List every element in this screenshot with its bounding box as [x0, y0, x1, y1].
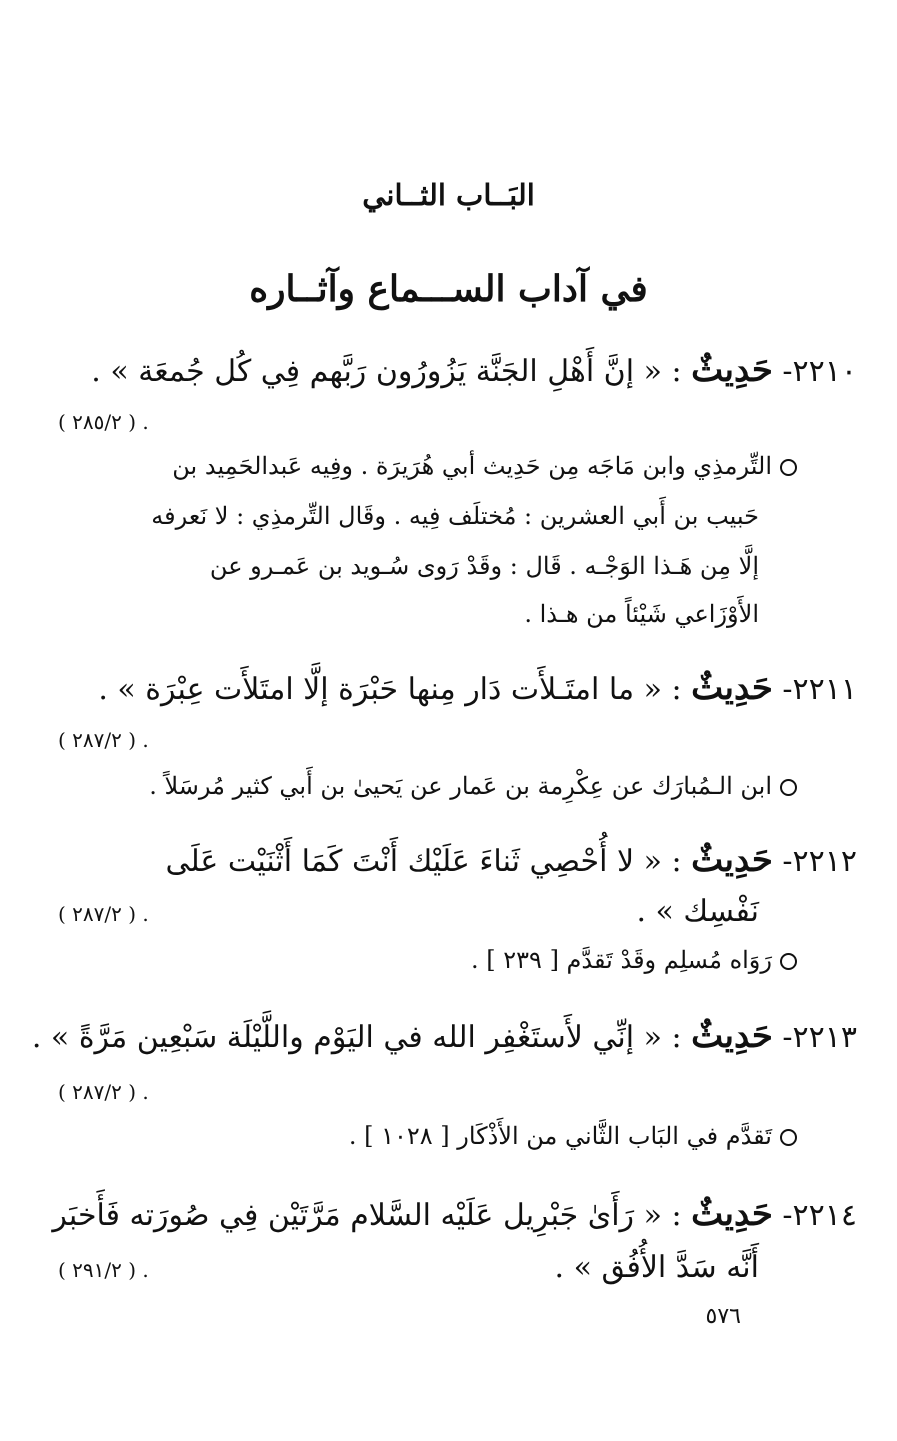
commentary-line: ابن الـمُبارَك عن عِكْرِمة بن عَمار عن يَحيىٰ بن أَبي كثير مُرسَلاً . [149, 772, 797, 800]
commentary-line: الأَوْزَاعي شَيْئاً من هـذا . [524, 600, 759, 628]
hadith-text-continued: نَفْسِك » . [636, 894, 759, 929]
hadith-entry-2212: ٢٢١٢- حَدِيثٌ : « لا أُحْصِي ثَناءَ عَلَيْك أَنْتَ كَمَا أَثْنَيْت عَلَى [165, 840, 857, 880]
commentary-line: تَقدَّم في البَاب الثَّاني من الأَذْكَار [ ١٠٢٨ ] . [349, 1122, 797, 1150]
volume-reference: . ( ٢٨٧/٢ ) [58, 1080, 149, 1104]
hadith-keyword: حَدِيثٌ [691, 350, 773, 390]
volume-reference: . ( ٢٨٧/٢ ) [58, 728, 149, 752]
hadith-entry-2211: ٢٢١١- حَدِيثٌ : « ما امتَـلأَت دَار مِنها حَبْرَة إلَّا امتَلأَت عِبْرَة » . [98, 668, 857, 708]
commentary-line: التِّرمذِي وابن مَاجَه مِن حَدِيث أبي هُرَيرَة . وفِيه عَبدالحَمِيد بن [172, 452, 797, 480]
commentary-line: إلَّا مِن هَـذا الوَجْـه . قَال : وقَدْ رَوى سُـويد بن عَمـرو عن [209, 552, 759, 580]
hadith-text: : « رَأَىٰ جَبْرِيل عَلَيْه السَّلام مَرَّتَيْن فِي صُورَته فَأَخبَر [52, 1198, 682, 1233]
section-title: في آداب الســـماع وآثــاره [249, 268, 648, 310]
entry-number: ٢٢١١ [792, 672, 857, 707]
circle-bullet-icon [780, 1129, 797, 1146]
hadith-keyword: حَدِيثٌ [691, 668, 773, 708]
entry-number: ٢٢١٣ [792, 1020, 857, 1055]
volume-reference: . ( ٢٨٥/٢ ) [58, 410, 149, 434]
hadith-entry-2213: ٢٢١٣- حَدِيثٌ : « إنِّي لأَستَغْفِر الله في اليَوْم واللَّيْلَة سَبْعِين مَرَّةً » . [31, 1016, 857, 1056]
hadith-keyword: حَدِيثٌ [691, 1194, 773, 1234]
chapter-title: البَــاب الثــاني [362, 178, 535, 212]
commentary-line: رَوَاه مُسلِم وقَدْ تَقدَّم [ ٢٣٩ ] . [471, 946, 797, 974]
circle-bullet-icon [780, 779, 797, 796]
circle-bullet-icon [780, 459, 797, 476]
circle-bullet-icon [780, 953, 797, 970]
entry-number: ٢٢١٤ [792, 1198, 857, 1233]
entry-number: ٢٢١٠ [792, 354, 857, 389]
entry-number: ٢٢١٢ [792, 844, 857, 879]
hadith-entry-2210: ٢٢١٠- حَدِيثٌ : « إنَّ أَهْلِ الجَنَّة يَزُورُون رَبَّهم فِي كُل جُمعَة » . [91, 350, 857, 390]
commentary-line: حَبيب بن أَبي العشرين : مُختلَف فِيه . وقَال التِّرمذِي : لا نَعرفه [151, 502, 759, 530]
hadith-entry-2214: ٢٢١٤- حَدِيثٌ : « رَأَىٰ جَبْرِيل عَلَيْه السَّلام مَرَّتَيْن فِي صُورَته فَأَخبَر [52, 1194, 857, 1234]
hadith-text-continued: أَنَّه سَدَّ الأُفُق » . [554, 1250, 759, 1285]
hadith-text: : « إنَّ أَهْلِ الجَنَّة يَزُورُون رَبَّهم فِي كُل جُمعَة » . [91, 354, 682, 389]
page-number: ٥٧٦ [705, 1304, 741, 1329]
volume-reference: . ( ٢٩١/٢ ) [58, 1258, 149, 1282]
hadith-text: : « ما امتَـلأَت دَار مِنها حَبْرَة إلَّا امتَلأَت عِبْرَة » . [98, 672, 682, 707]
hadith-text: : « إنِّي لأَستَغْفِر الله في اليَوْم واللَّيْلَة سَبْعِين مَرَّةً » . [31, 1020, 682, 1055]
hadith-keyword: حَدِيثٌ [691, 1016, 773, 1056]
hadith-text: : « لا أُحْصِي ثَناءَ عَلَيْك أَنْتَ كَمَا أَثْنَيْت عَلَى [165, 844, 682, 879]
volume-reference: . ( ٢٨٧/٢ ) [58, 902, 149, 926]
hadith-keyword: حَدِيثٌ [691, 840, 773, 880]
